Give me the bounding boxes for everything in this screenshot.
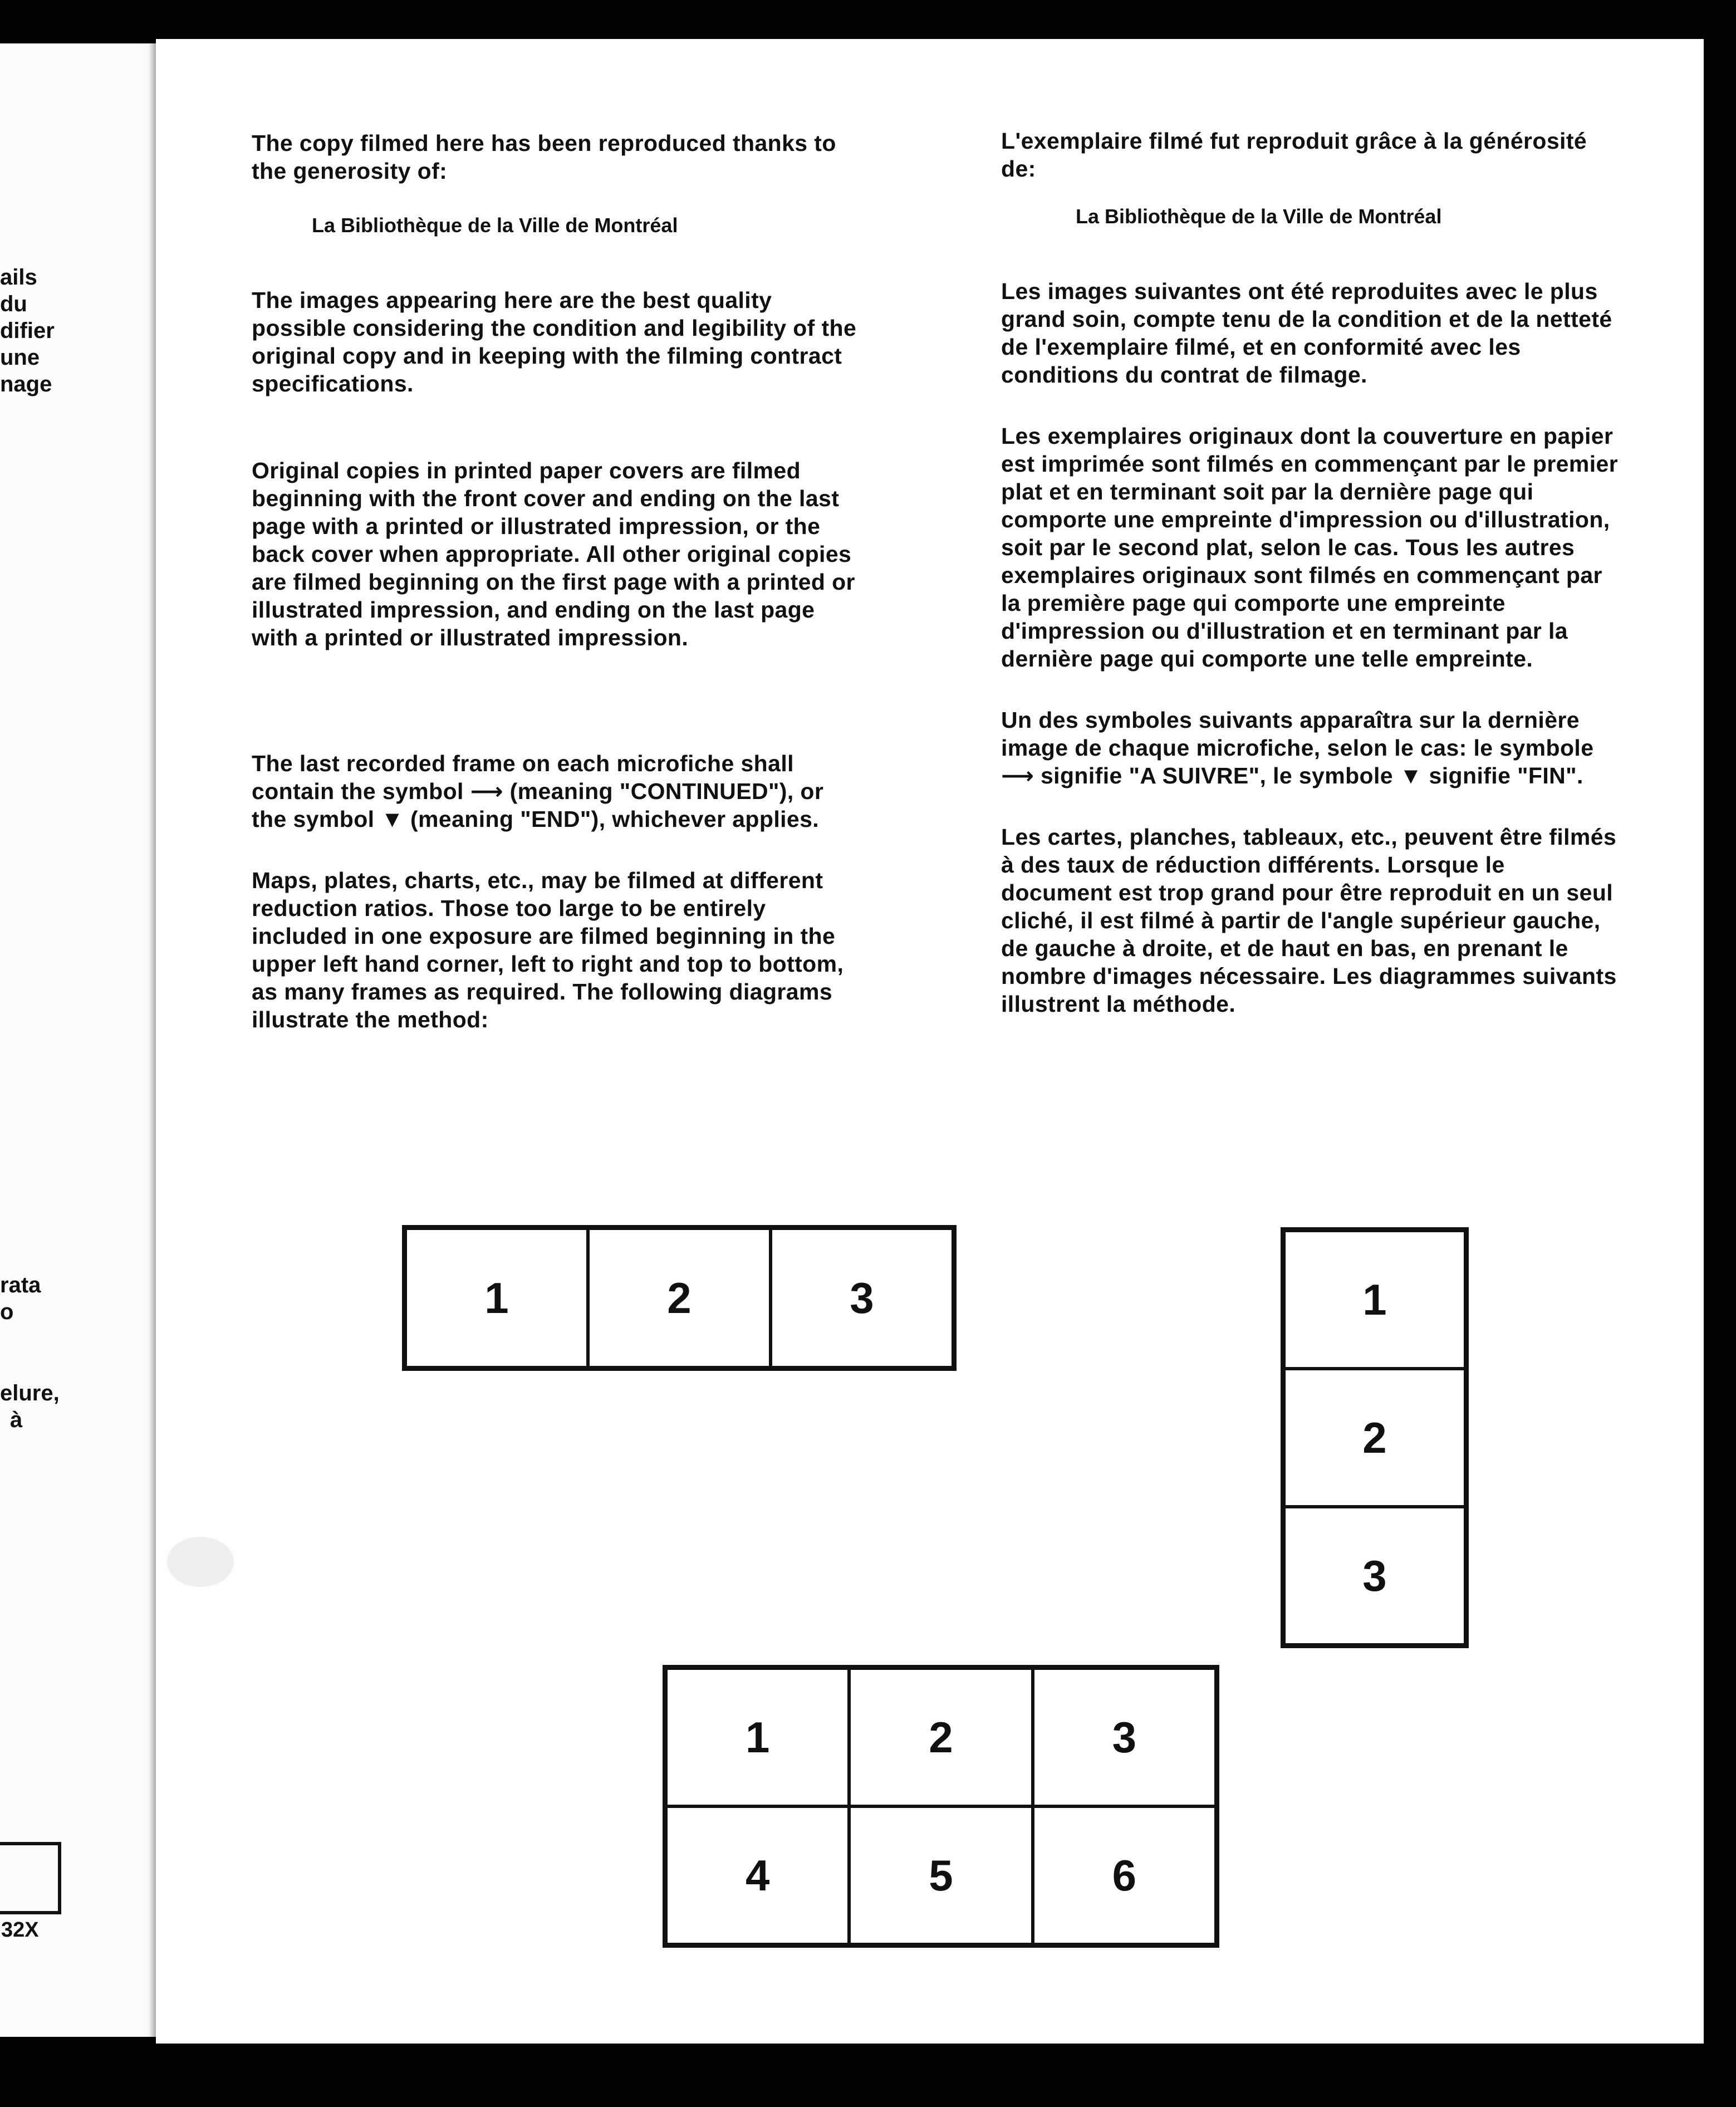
- left-para-credit: The copy filmed here has been reproduced thanks to the generosity of:: [252, 130, 836, 184]
- diagram-horizontal-cell: 2: [588, 1228, 771, 1368]
- diagram-grid-cell: 4: [666, 1806, 849, 1944]
- right-library-name: La Bibliothèque de la Ville de Montréal: [1076, 205, 1442, 228]
- left-fragment-box: [0, 1842, 61, 1914]
- diagram-grid-cell: 2: [849, 1668, 1032, 1806]
- left-fragment-5: nage: [0, 372, 52, 396]
- diagram-vertical-cell: 3: [1284, 1507, 1465, 1645]
- diagram-grid: [663, 1665, 1219, 1948]
- diagram-vertical-cell: 2: [1284, 1369, 1465, 1507]
- left-fragment-10: 32X: [1, 1918, 39, 1942]
- left-para-original-copies: Original copies in printed paper covers are filmed beginning with the front cover and ending on the last page with a printed or illustrated impression, or the back cover when appropriate. All other original copies are filmed beginning on the first page with a printed or illustrated impression, and ending on the last page with a printed or illustrated impression.: [252, 458, 855, 650]
- left-fragment-8: elure,: [0, 1381, 60, 1405]
- diagram-grid-cell: 5: [849, 1806, 1032, 1944]
- left-fragment-4: une: [0, 345, 40, 370]
- left-fragment-1: ails: [0, 265, 37, 290]
- page-smudge: [167, 1537, 234, 1587]
- diagram-horizontal-cell: 1: [405, 1228, 588, 1368]
- diagram-horizontal: [402, 1225, 957, 1371]
- diagram-grid-cell: 1: [666, 1668, 849, 1806]
- left-para-quality: The images appearing here are the best quality possible considering the condition and legibility of the original copy and in keeping with the filming contract specifications.: [252, 287, 857, 396]
- left-para-symbol: The last recorded frame on each microfiche shall contain the symbol ⟶ (meaning "CONTINUED"), or the symbol ▼ (meaning "END"), whichever applies.: [252, 751, 824, 832]
- right-para-original-copies: Les exemplaires originaux dont la couverture en papier est imprimée sont filmés en commençant par le premier plat et en terminant soit par la dernière page qui comporte une empreinte d'impression ou d'illustration, soit par le second plat, selon le cas. Tous les autres exemplaires originaux sont filmés en commençant par la première page qui comporte une empreinte d'impression ou d'illustration et en terminant par la dernière page qui comporte une telle empreinte.: [1001, 423, 1619, 672]
- diagram-vertical: [1281, 1227, 1469, 1648]
- left-fragment-7: o: [0, 1300, 14, 1324]
- left-para-maps: Maps, plates, charts, etc., may be filmed at different reduction ratios. Those too large to be entirely included in one exposure are filmed beginning in the upper left hand corner, left to right and top to bottom, as many frames as required. The following diagrams illustrate the method:: [252, 868, 844, 1032]
- right-column: [1001, 127, 1619, 1018]
- left-fragment-6: rata: [0, 1273, 41, 1297]
- left-fragment-9: à: [10, 1408, 23, 1432]
- left-column: [252, 129, 864, 1033]
- right-para-quality: Les images suivantes ont été reproduites avec le plus grand soin, compte tenu de la condition et de la netteté de l'exemplaire filmé, et en conformité avec les conditions du contrat de filmage.: [1001, 278, 1612, 388]
- diagram-grid-cell: 3: [1033, 1668, 1216, 1806]
- diagram-vertical-cell: 1: [1284, 1231, 1465, 1369]
- right-para-credit: L'exemplaire filmé fut reproduit grâce à la générosité de:: [1001, 128, 1587, 182]
- diagram-grid-cell: 6: [1033, 1806, 1216, 1944]
- left-library-name: La Bibliothèque de la Ville de Montréal: [312, 214, 678, 237]
- right-para-symbol: Un des symboles suivants apparaîtra sur la dernière image de chaque microfiche, selon le cas: le symbole ⟶ signifie "A SUIVRE", le symbole ▼ signifie "FIN".: [1001, 707, 1594, 788]
- right-edge: [1704, 39, 1736, 2044]
- right-para-maps: Les cartes, planches, tableaux, etc., peuvent être filmés à des taux de réduction différents. Lorsque le document est trop grand pour être reproduit en un seul cliché, il est filmé à partir de l'angle supérieur gauche, de gauche à droite, et de haut en bas, en prenant le nombre d'images nécessaire. Les diagrammes suivants illustrent la méthode.: [1001, 824, 1617, 1017]
- left-fragment-3: difier: [0, 318, 55, 343]
- left-fragment-2: du: [0, 292, 27, 316]
- diagram-horizontal-cell: 3: [771, 1228, 953, 1368]
